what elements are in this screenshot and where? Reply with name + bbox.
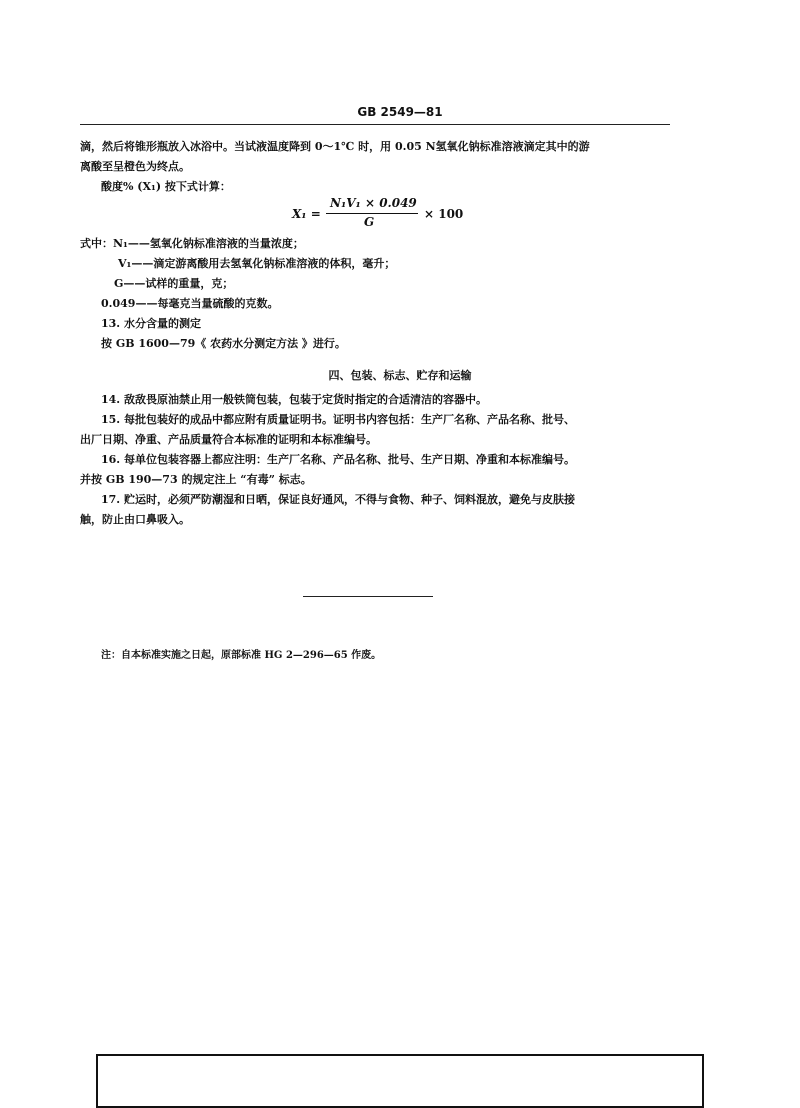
acidity-formula	[292, 196, 482, 230]
clause-17-line-1: 17. 贮运时，必须严防潮湿和日晒，保证良好通风，不得与食物、种子、饲料混放，避免与皮肤接	[101, 493, 575, 506]
definition-constant: 0.049——每毫克当量硫酸的克数。	[101, 297, 279, 310]
definition-n1: 式中：N₁——氢氧化钠标准溶液的当量浓度；	[80, 237, 304, 250]
footnote: 注：自本标准实施之日起，原部标准 HG 2—296—65 作废。	[101, 650, 382, 661]
clause-13-text: 按 GB 1600—79《 农药水分测定方法 》进行。	[101, 337, 346, 350]
header-rule	[80, 124, 670, 125]
definition-v1: V₁——滴定游离酸用去氢氧化钠标准溶液的体积，毫升；	[118, 257, 396, 270]
clause-15-line-2: 出厂日期、净重、产品质量符合本标准的证明和本标准编号。	[80, 433, 377, 446]
clause-15-line-1: 15. 每批包装好的成品中都应附有质量证明书。证明书内容包括：生产厂名称、产品名称、批号、	[101, 413, 575, 426]
formula-fraction-bar	[326, 213, 418, 214]
body-line-3: 酸度% (X₁) 按下式计算：	[101, 180, 231, 193]
clause-17-line-2: 触，防止由口鼻吸入。	[80, 513, 190, 526]
body-line-2: 离酸至呈橙色为终点。	[80, 160, 190, 173]
clause-13-title: 13. 水分含量的测定	[101, 317, 201, 330]
page-header: GB 2549—81	[357, 105, 443, 119]
clause-14: 14. 敌敌畏原油禁止用一般铁筒包装，包装于定货时指定的合适清洁的容器中。	[101, 393, 487, 406]
formula-multiplier: × 100	[424, 207, 464, 221]
section-title: 四、包装、标志、贮存和运输	[328, 369, 472, 382]
body-line-1: 滴，然后将锥形瓶放入冰浴中。当试液温度降到 0～1℃ 时，用 0.05 N氢氧化钠标准溶液滴定其中的游	[80, 140, 590, 153]
formula-numerator: N₁V₁ × 0.049	[330, 196, 417, 210]
clause-16-line-1: 16. 每单位包装容器上都应注明：生产厂名称、产品名称、批号、生产日期、净重和本标准编号。	[101, 453, 575, 466]
formula-denominator: G	[364, 215, 375, 229]
clause-16-line-2: 并按 GB 190—73 的规定注上 “有毒” 标志。	[80, 473, 312, 486]
definition-g: G——试样的重量，克；	[114, 277, 234, 290]
formula-lhs: X₁ =	[292, 207, 321, 221]
end-rule	[303, 596, 433, 597]
bottom-frame	[96, 1054, 704, 1108]
